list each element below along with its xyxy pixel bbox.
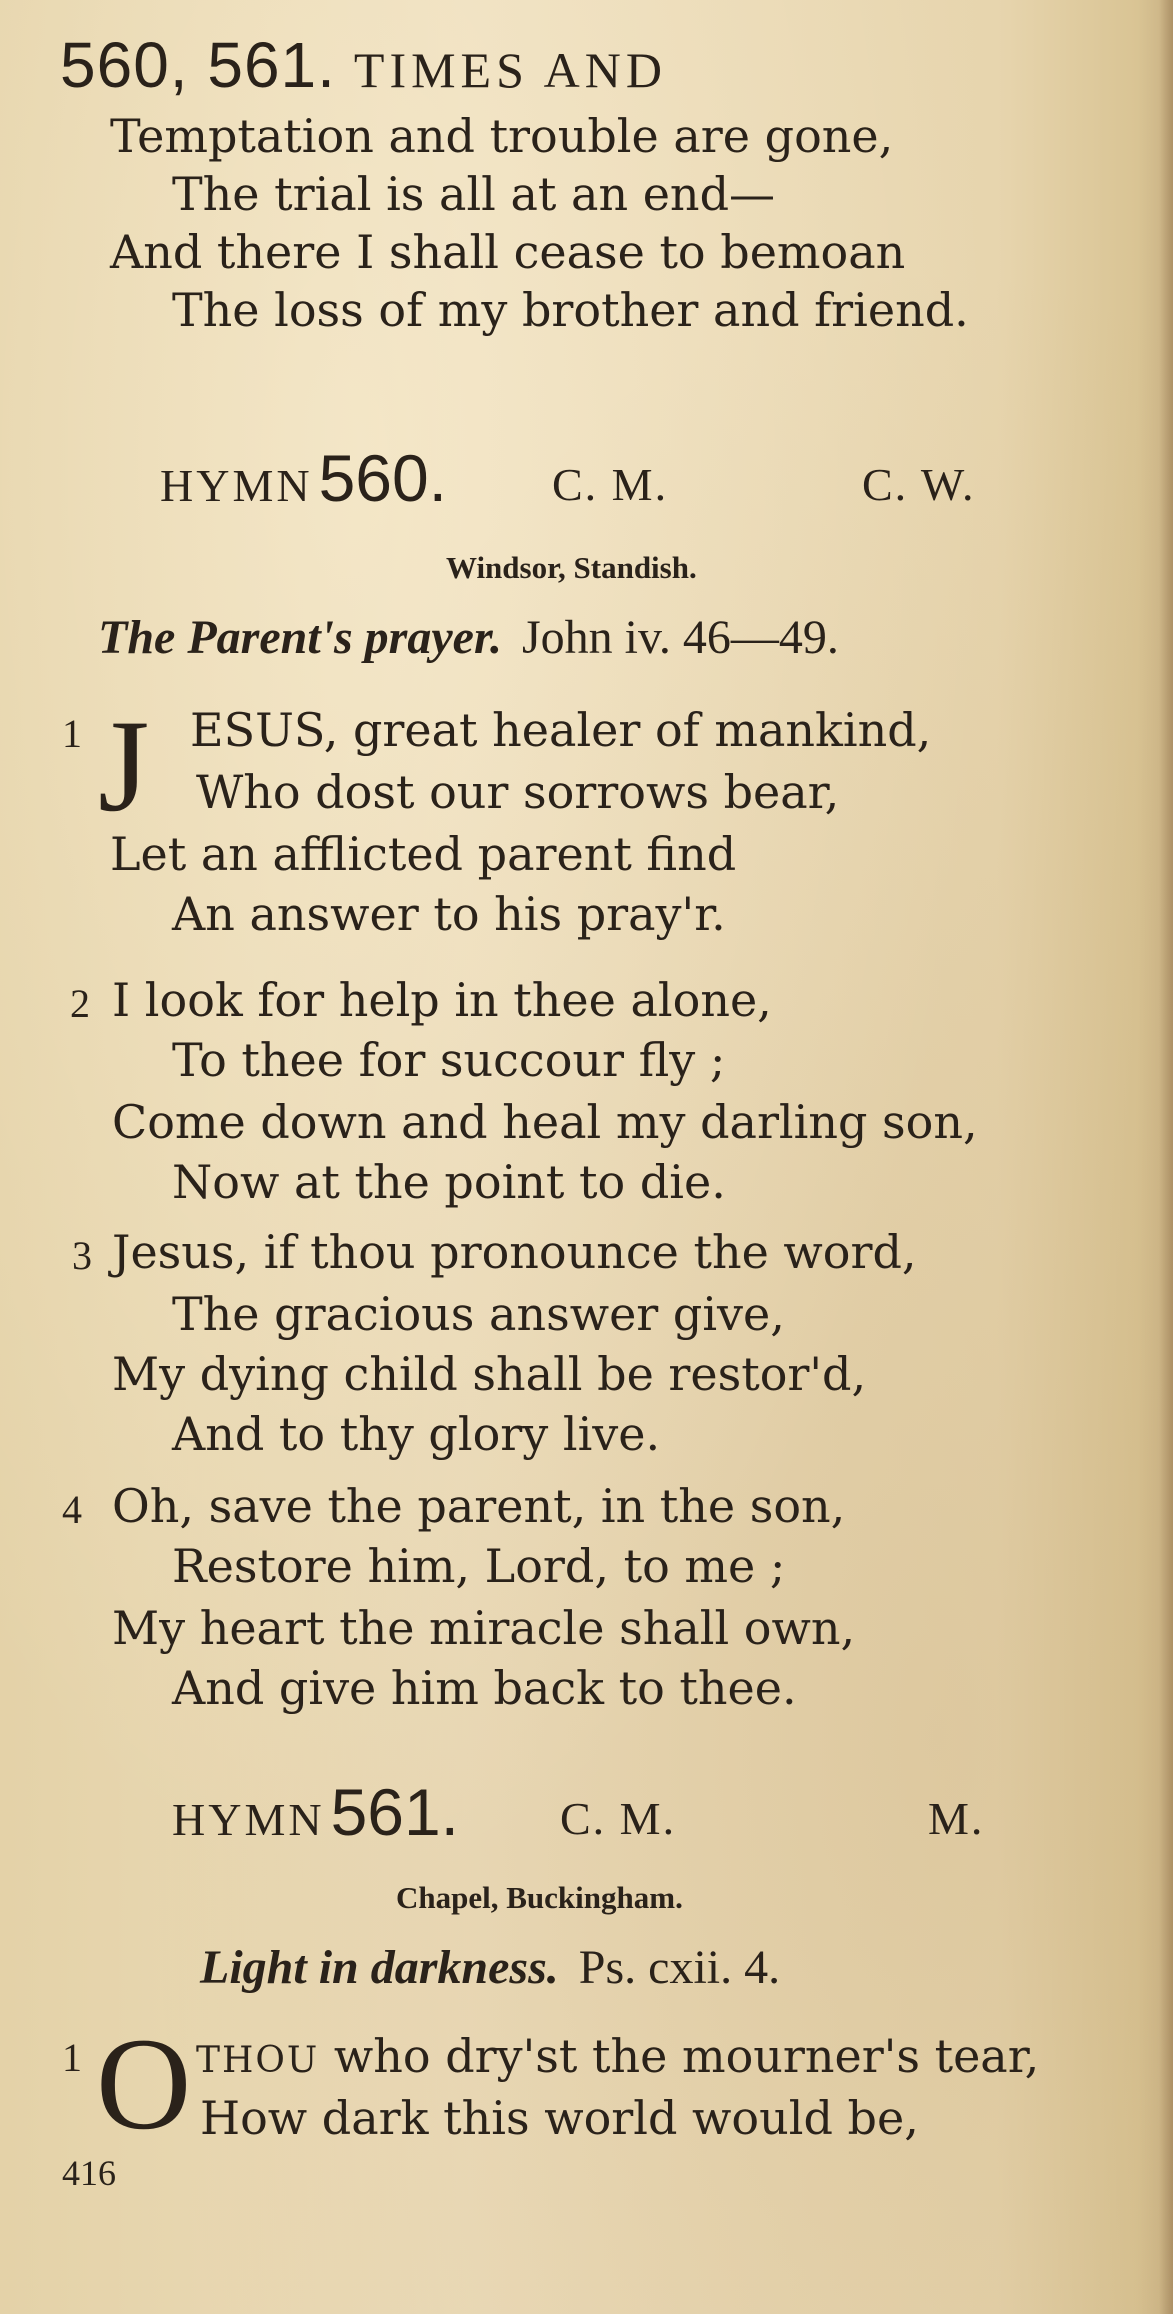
hymn-560-subject: The Parent's prayer. xyxy=(98,611,502,664)
hymn-label: HYMN xyxy=(172,1794,325,1845)
carryover-line: Temptation and trouble are gone, xyxy=(110,109,894,163)
hymn-560-meter: C. M. xyxy=(552,459,669,510)
hymn-560-tunes: Windsor, Standish. xyxy=(446,550,697,585)
hymn-560-subject-line xyxy=(98,610,839,665)
line-rest: who dry'st the mourner's tear, xyxy=(333,2029,1040,2083)
verse-line: My dying child shall be restor'd, xyxy=(112,1347,867,1401)
running-head-numbers: 560, 561. xyxy=(60,29,336,101)
running-head xyxy=(60,28,667,102)
verse-line: I look for help in thee alone, xyxy=(112,973,772,1027)
verse-line: Now at the point to die. xyxy=(172,1155,726,1209)
verse-number: 4 xyxy=(62,1487,82,1532)
verse-line: An answer to his pray'r. xyxy=(172,887,726,941)
verse-number: 3 xyxy=(72,1233,92,1278)
verse-line: My heart the miracle shall own, xyxy=(112,1601,856,1655)
verse-line: Who dost our sorrows bear, xyxy=(196,765,840,819)
hymn-561-subject: Light in darkness. xyxy=(200,1941,559,1994)
verse-line: To thee for succour fly ; xyxy=(172,1033,726,1087)
carryover-line: The trial is all at an end— xyxy=(172,167,776,221)
hymn-561-subject-line xyxy=(200,1940,780,1995)
hymn-561-tunes: Chapel, Buckingham. xyxy=(396,1880,683,1915)
page-edge-shadow xyxy=(1159,0,1173,2314)
verse-line: Come down and heal my darling son, xyxy=(112,1095,978,1149)
hymn-561-meter: C. M. xyxy=(560,1793,677,1844)
hymn-561-author: M. xyxy=(928,1793,985,1844)
page-number: 416 xyxy=(62,2153,116,2193)
running-head-title: TIMES AND xyxy=(353,42,667,98)
verse-line: The gracious answer give, xyxy=(172,1287,785,1341)
verse-line: ESUS, great healer of mankind, xyxy=(190,703,932,757)
verse-number: 1 xyxy=(62,2035,82,2080)
verse-number: 2 xyxy=(70,981,90,1026)
verse-line: Jesus, if thou pronounce the word, xyxy=(112,1225,917,1279)
hymn-number: 561. xyxy=(330,1775,460,1849)
hymn-561-reference: Ps. cxii. 4. xyxy=(578,1941,781,1994)
verse-line: Oh, save the parent, in the son, xyxy=(112,1479,846,1533)
hymn-560-author: C. W. xyxy=(862,459,976,510)
verse-line xyxy=(196,2028,1039,2089)
verse-line: And give him back to thee. xyxy=(172,1661,797,1715)
verse-number: 1 xyxy=(62,711,82,756)
carryover-line: And there I shall cease to bemoan xyxy=(110,225,906,279)
first-word: THOU xyxy=(196,2040,320,2081)
drop-cap: O xyxy=(96,2010,192,2157)
carryover-line: The loss of my brother and friend. xyxy=(172,283,969,337)
drop-cap: J xyxy=(98,692,150,839)
verse-line: How dark this world would be, xyxy=(200,2091,919,2145)
verse-line: And to thy glory live. xyxy=(172,1407,661,1461)
verse-line: Restore him, Lord, to me ; xyxy=(172,1539,786,1593)
hymn-561-heading xyxy=(172,1774,459,1850)
hymn-label: HYMN xyxy=(160,460,313,511)
verse-line: Let an afflicted parent find xyxy=(110,827,737,881)
hymn-number: 560. xyxy=(318,441,448,515)
hymn-560-heading xyxy=(160,440,447,516)
hymn-560-reference: John iv. 46—49. xyxy=(522,611,839,664)
